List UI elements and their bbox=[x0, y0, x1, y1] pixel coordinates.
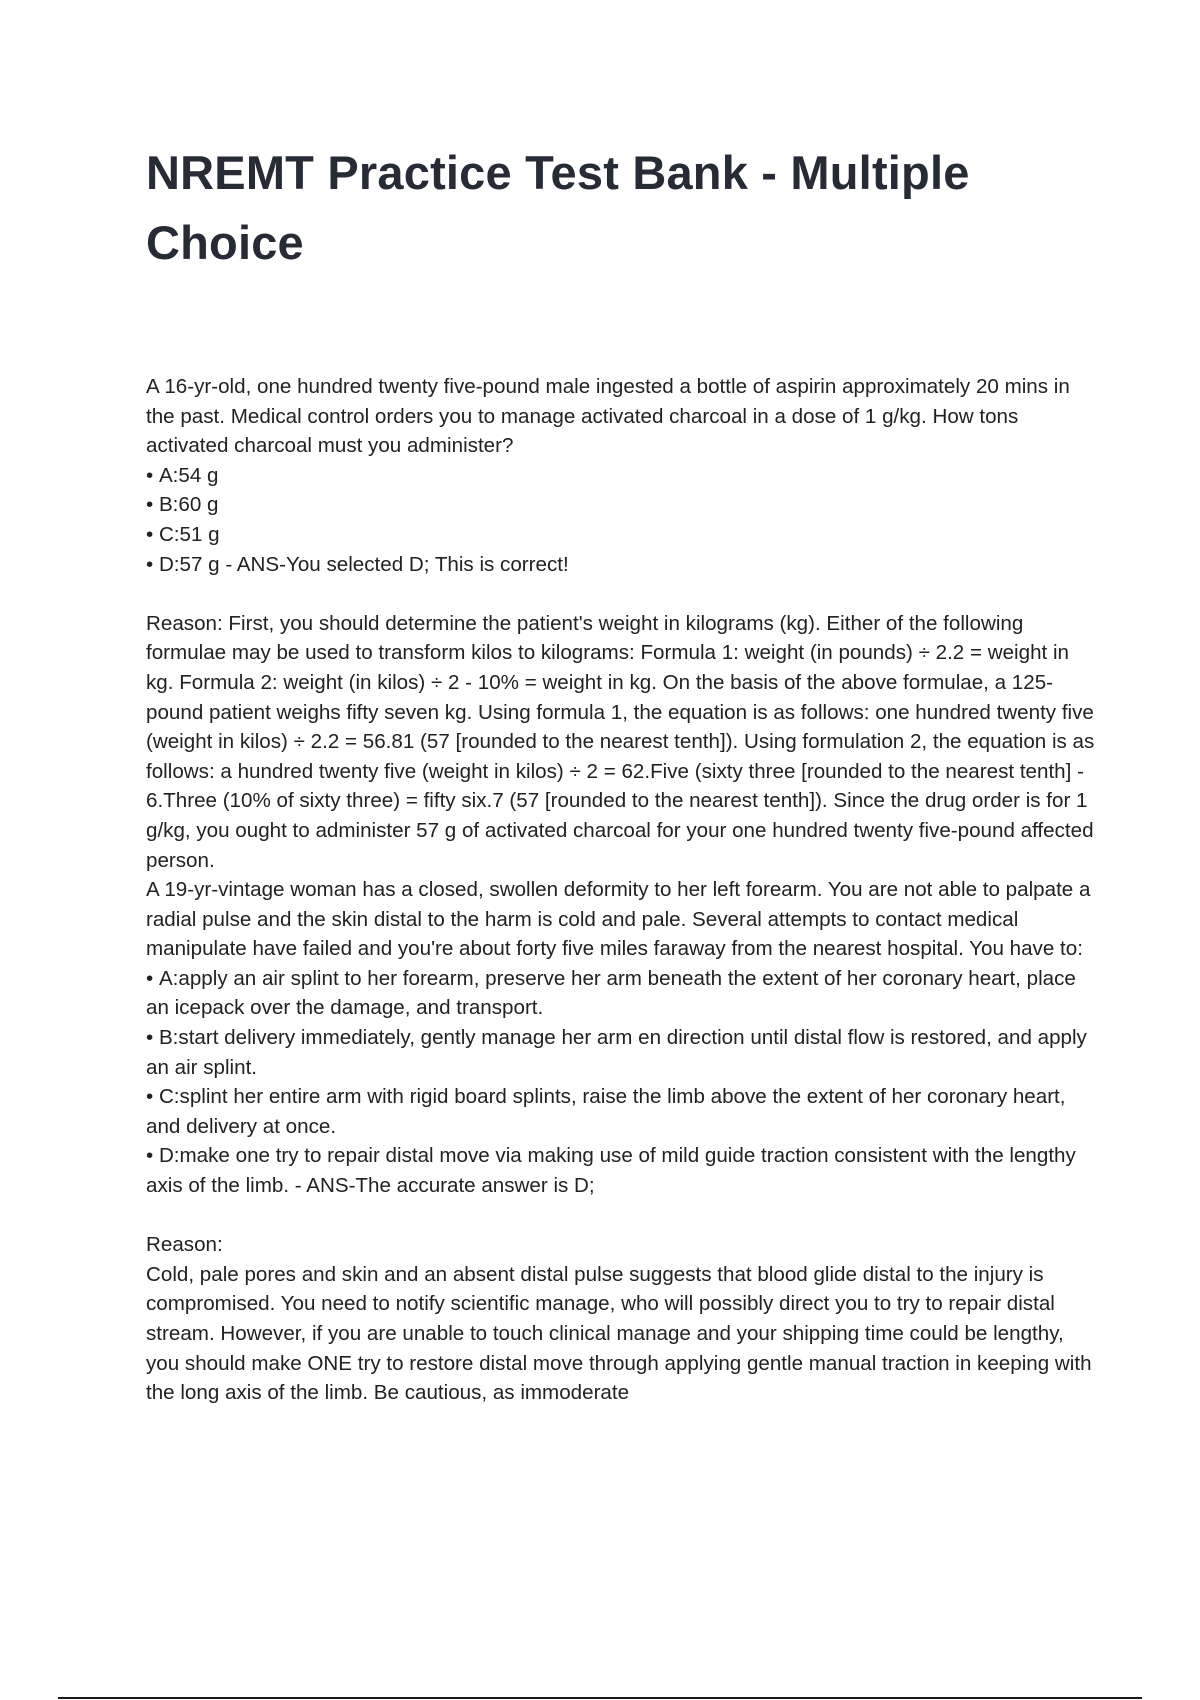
document-body bbox=[146, 372, 1096, 1408]
answer-reason: Reason: First, you should determine the patient's weight in kilograms (kg). Either of the following formulae may be used to transform kilos to kilograms: Formula 1: weight (in pounds) ÷ 2.2 = weight in kg. Formula 2: weight (in kilos) ÷ 2 - 10% = weight in kg. On the basis of the above formulae, a 125-pound patient weighs fifty seven kg. Using formula 1, the equation is as follows: one hundred twenty five (weight in kilos) ÷ 2.2 = 56.81 (57 [rounded to the nearest tenth]). Using formulation 2, the equation is as follows: a hundred twenty five (weight in kilos) ÷ 2 = 62.Five (sixty three [rounded to the nearest tenth] - 6.Three (10% of sixty three) = fifty six.7 (57 [rounded to the nearest tenth]). Since the drug order is for 1 g/kg, you ought to administer 57 g of activated charcoal for your one hundred twenty five-pound affected person. bbox=[146, 611, 1095, 872]
answer-option-d: • D:make one try to repair distal move via making use of mild guide traction consistent with the lengthy axis of the limb. - ANS-The accurate answer is D; bbox=[146, 1141, 1096, 1200]
question-stem: A 19-yr-vintage woman has a closed, swollen deformity to her left forearm. You are not able to palpate a radial pulse and the skin distal to the harm is cold and pale. Several attempts to contact medical manipulate have failed and you're about forty five miles faraway from the nearest hospital. You have to: bbox=[146, 878, 1091, 961]
answer-option-d: • D:57 g - ANS-You selected D; This is correct! bbox=[146, 550, 1096, 580]
question-block-1 bbox=[146, 372, 1096, 875]
question-block-2 bbox=[146, 875, 1096, 1408]
answer-options bbox=[146, 461, 1096, 579]
answer-option-b: • B:start delivery immediately, gently manage her arm en direction until distal flow is restored, and apply an air splint. bbox=[146, 1023, 1096, 1082]
question-stem: A 16-yr-old, one hundred twenty five-pound male ingested a bottle of aspirin approximately 20 mins in the past. Medical control orders you to manage activated charcoal in a dose of 1 g/kg. How tons activated charcoal must you administer? bbox=[146, 375, 1070, 458]
answer-option-b: • B:60 g bbox=[146, 490, 1096, 520]
paragraph-gap bbox=[146, 1201, 1096, 1231]
answer-option-a: • A:apply an air splint to her forearm, preserve her arm beneath the extent of her coronary heart, place an icepack over the damage, and transport. bbox=[146, 964, 1096, 1023]
answer-option-a: • A:54 g bbox=[146, 461, 1096, 491]
answer-reason: Cold, pale pores and skin and an absent distal pulse suggests that blood glide distal to the injury is compromised. You need to notify scientific manage, who will possibly direct you to try to repair distal stream. However, if you are unable to touch clinical manage and your shipping time could be lengthy, you should make ONE try to restore distal move through applying gentle manual traction in keeping with the long axis of the limb. Be cautious, as immoderate bbox=[146, 1262, 1092, 1405]
page-title: NREMT Practice Test Bank - Multiple Choice bbox=[146, 146, 970, 269]
paragraph-gap bbox=[146, 579, 1096, 609]
answer-option-c: • C:splint her entire arm with rigid board splints, raise the limb above the extent of her coronary heart, and delivery at once. bbox=[146, 1082, 1096, 1141]
answer-option-c: • C:51 g bbox=[146, 520, 1096, 550]
answer-options bbox=[146, 964, 1096, 1201]
answer-reason-label: Reason: bbox=[146, 1233, 223, 1257]
page-bottom-rule bbox=[58, 1697, 1142, 1699]
